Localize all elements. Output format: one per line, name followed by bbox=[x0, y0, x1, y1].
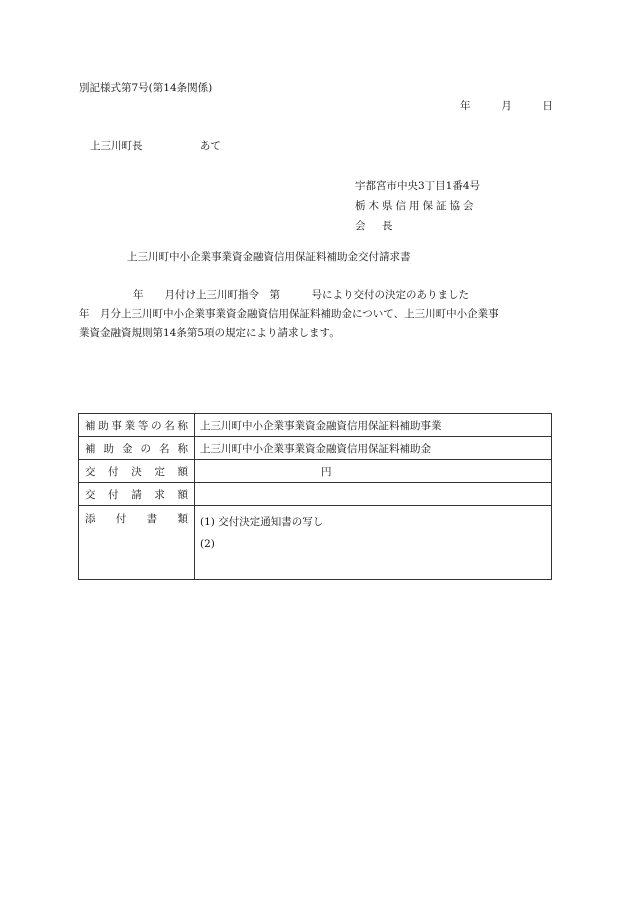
date-month: 月 bbox=[501, 100, 512, 112]
attachment-item: (1) 交付決定通知書の写し bbox=[200, 516, 324, 528]
table-row bbox=[79, 437, 552, 460]
date-line bbox=[460, 98, 553, 113]
body-line-1: 年 月付け上三川町指令 第 号により交付の決定のありました bbox=[133, 289, 469, 301]
addressee bbox=[90, 138, 221, 153]
row-value-decided-amount: 円 bbox=[195, 460, 552, 483]
body-line-3: 業資金融資規則第14条第5項の規定により請求します。 bbox=[79, 327, 340, 339]
sender-title: 会 長 bbox=[355, 220, 396, 232]
row-label-subsidy-name: 補助金の名称 bbox=[79, 437, 195, 460]
row-value-requested-amount bbox=[195, 483, 552, 506]
table-row bbox=[79, 460, 552, 483]
row-value-subsidy-name: 上三川町中小企業事業資金融資信用保証料補助金 bbox=[195, 437, 552, 460]
row-label-project-name: 補助事業等の名称 bbox=[79, 414, 195, 437]
body-line-2: 年 月分上三川町中小企業事業資金融資信用保証料補助金について、上三川町中小企業事 bbox=[79, 308, 499, 320]
table-row bbox=[79, 483, 552, 506]
document-title: 上三川町中小企業事業資金融資信用保証料補助金交付請求書 bbox=[127, 251, 411, 263]
document-body bbox=[79, 286, 559, 343]
sender-block bbox=[355, 176, 480, 236]
table-row bbox=[79, 506, 552, 580]
attachment-item: (2) bbox=[200, 538, 215, 550]
subsidy-info-table bbox=[78, 413, 552, 580]
row-label-attachments: 添付書類 bbox=[79, 506, 195, 580]
form-id: 別記様式第7号(第14条関係) bbox=[79, 82, 213, 94]
addressee-suffix: あて bbox=[199, 140, 221, 152]
row-label-requested-amount: 交付請求額 bbox=[79, 483, 195, 506]
row-value-project-name: 上三川町中小企業事業資金融資信用保証料補助事業 bbox=[195, 414, 552, 437]
attachments-list bbox=[195, 506, 552, 580]
sender-organization: 栃木県信用保証協会 bbox=[355, 200, 477, 212]
date-year: 年 bbox=[460, 100, 471, 112]
sender-address: 宇都宮市中央3丁目1番4号 bbox=[355, 180, 481, 192]
row-label-decided-amount: 交付決定額 bbox=[79, 460, 195, 483]
date-day: 日 bbox=[542, 100, 553, 112]
table-row bbox=[79, 414, 552, 437]
addressee-name: 上三川町長 bbox=[90, 140, 143, 152]
